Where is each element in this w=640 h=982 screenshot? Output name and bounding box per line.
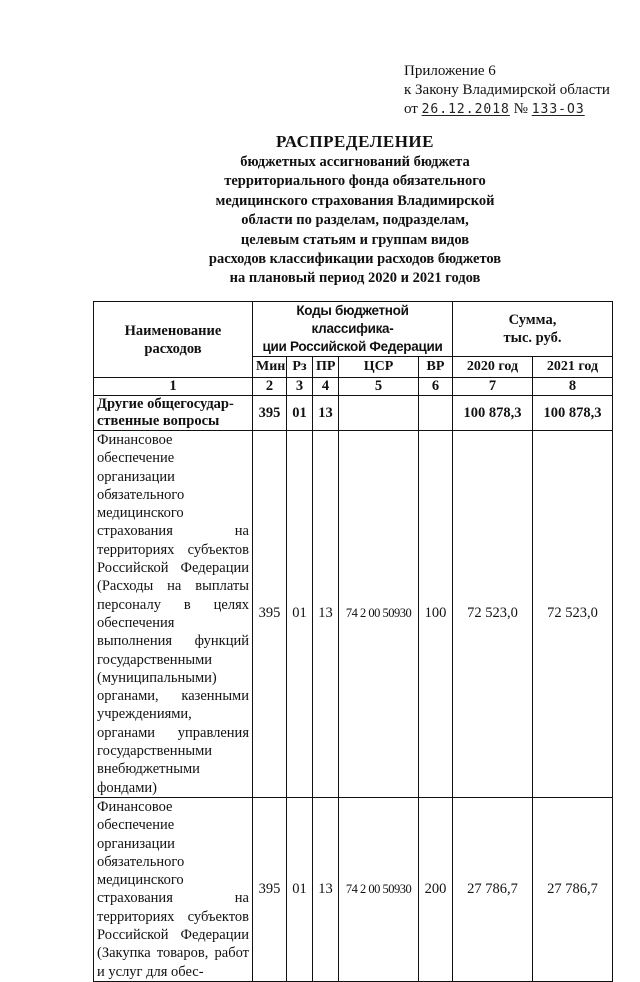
- title-line: медицинского страхования Владимирской: [215, 192, 495, 209]
- header-vr: ВР: [419, 357, 453, 378]
- law-date: 26.12.2018: [421, 102, 510, 117]
- row-vr: 100: [419, 431, 453, 798]
- header-sum: [453, 302, 613, 357]
- row-csr: 74 2 00 50930: [339, 431, 419, 798]
- header-sum-line-2: тыс. руб.: [503, 330, 562, 346]
- row-vr: 200: [419, 797, 453, 981]
- row-rz: 01: [287, 797, 313, 981]
- row-2020: 27 786,7: [453, 797, 533, 981]
- header-codes-line-1: Коды бюджетной классифика-: [296, 303, 409, 336]
- row-csr: [339, 396, 419, 431]
- table-header-row: [94, 302, 613, 357]
- column-number: 1: [94, 378, 253, 396]
- header-2020: 2020 год: [453, 357, 533, 378]
- column-number: 3: [287, 378, 313, 396]
- column-number-row: [94, 378, 613, 396]
- header-codes: [253, 302, 453, 357]
- header-min: Мин: [253, 357, 287, 378]
- table-row: [94, 431, 613, 798]
- title-line: целевым статьям и группам видов: [240, 231, 470, 248]
- column-number: 7: [453, 378, 533, 396]
- title-line: территориального фонда обязательного: [224, 173, 486, 190]
- header-pr: ПР: [313, 357, 339, 378]
- appendix-block: [404, 62, 634, 119]
- row-name: Финансовое обеспечение организации обязательного медицинского страхования на территориях субъектов Российской Федерации (Закупка товаров, работ и услуг для обес-: [94, 797, 253, 981]
- title-main: РАСПРЕДЕЛЕНИЕ: [276, 132, 434, 151]
- column-number: 2: [253, 378, 287, 396]
- header-name-line-2: расходов: [144, 340, 202, 357]
- row-rz: 01: [287, 431, 313, 798]
- table-row: [94, 396, 613, 431]
- row-rz: 01: [287, 396, 313, 431]
- row-min: 395: [253, 396, 287, 431]
- budget-table: [93, 301, 613, 982]
- row-pr: 13: [313, 797, 339, 981]
- title-line: бюджетных ассигнований бюджета: [240, 154, 470, 170]
- row-2020: 100 878,3: [453, 396, 533, 431]
- row-name: Финансовое обеспечение организации обязательного медицинского страхования на территориях субъектов Российской Федерации (Расходы на выплаты персоналу в целях обеспечения выполнения функций государственными (муниципальными) органами, казенными учреждениями, органами управления государственными внебюджетными фондами): [94, 431, 253, 798]
- row-min: 395: [253, 797, 287, 981]
- header-sum-line-1: Сумма,: [508, 312, 557, 328]
- row-2020: 72 523,0: [453, 431, 533, 798]
- title-line: области по разделам, подразделам,: [241, 212, 469, 229]
- header-rz: Рз: [287, 357, 313, 378]
- from-label: от: [404, 101, 418, 117]
- row-min: 395: [253, 431, 287, 798]
- column-number: 4: [313, 378, 339, 396]
- appendix-line-2: к Закону Владимирской области: [404, 82, 610, 98]
- table-row: [94, 797, 613, 981]
- number-label: №: [513, 101, 528, 117]
- header-name: [94, 302, 253, 378]
- row-name-line-1: Другие общегосудар-: [97, 396, 234, 412]
- appendix-date-line: [404, 100, 634, 119]
- appendix-line-1: Приложение 6: [404, 63, 496, 79]
- row-vr: [419, 396, 453, 431]
- document-title: [150, 131, 560, 289]
- row-pr: 13: [313, 431, 339, 798]
- header-csr: ЦСР: [339, 357, 419, 378]
- header-name-line-1: Наименование: [124, 322, 222, 339]
- row-2021: 72 523,0: [533, 431, 613, 798]
- law-number: 133-ОЗ: [531, 102, 585, 117]
- title-line: расходов классификации расходов бюджетов: [208, 251, 502, 268]
- header-2021: 2021 год: [533, 357, 613, 378]
- row-csr: 74 2 00 50930: [339, 797, 419, 981]
- column-number: 8: [533, 378, 613, 396]
- column-number: 5: [339, 378, 419, 396]
- header-codes-line-2: ции Российской Федерации: [262, 339, 443, 354]
- row-name: [94, 396, 253, 431]
- row-name-line-2: ственные вопросы: [97, 413, 220, 429]
- row-2021: 100 878,3: [533, 396, 613, 431]
- title-line: на плановый период 2020 и 2021 годов: [229, 270, 481, 287]
- row-2021: 27 786,7: [533, 797, 613, 981]
- column-number: 6: [419, 378, 453, 396]
- row-pr: 13: [313, 396, 339, 431]
